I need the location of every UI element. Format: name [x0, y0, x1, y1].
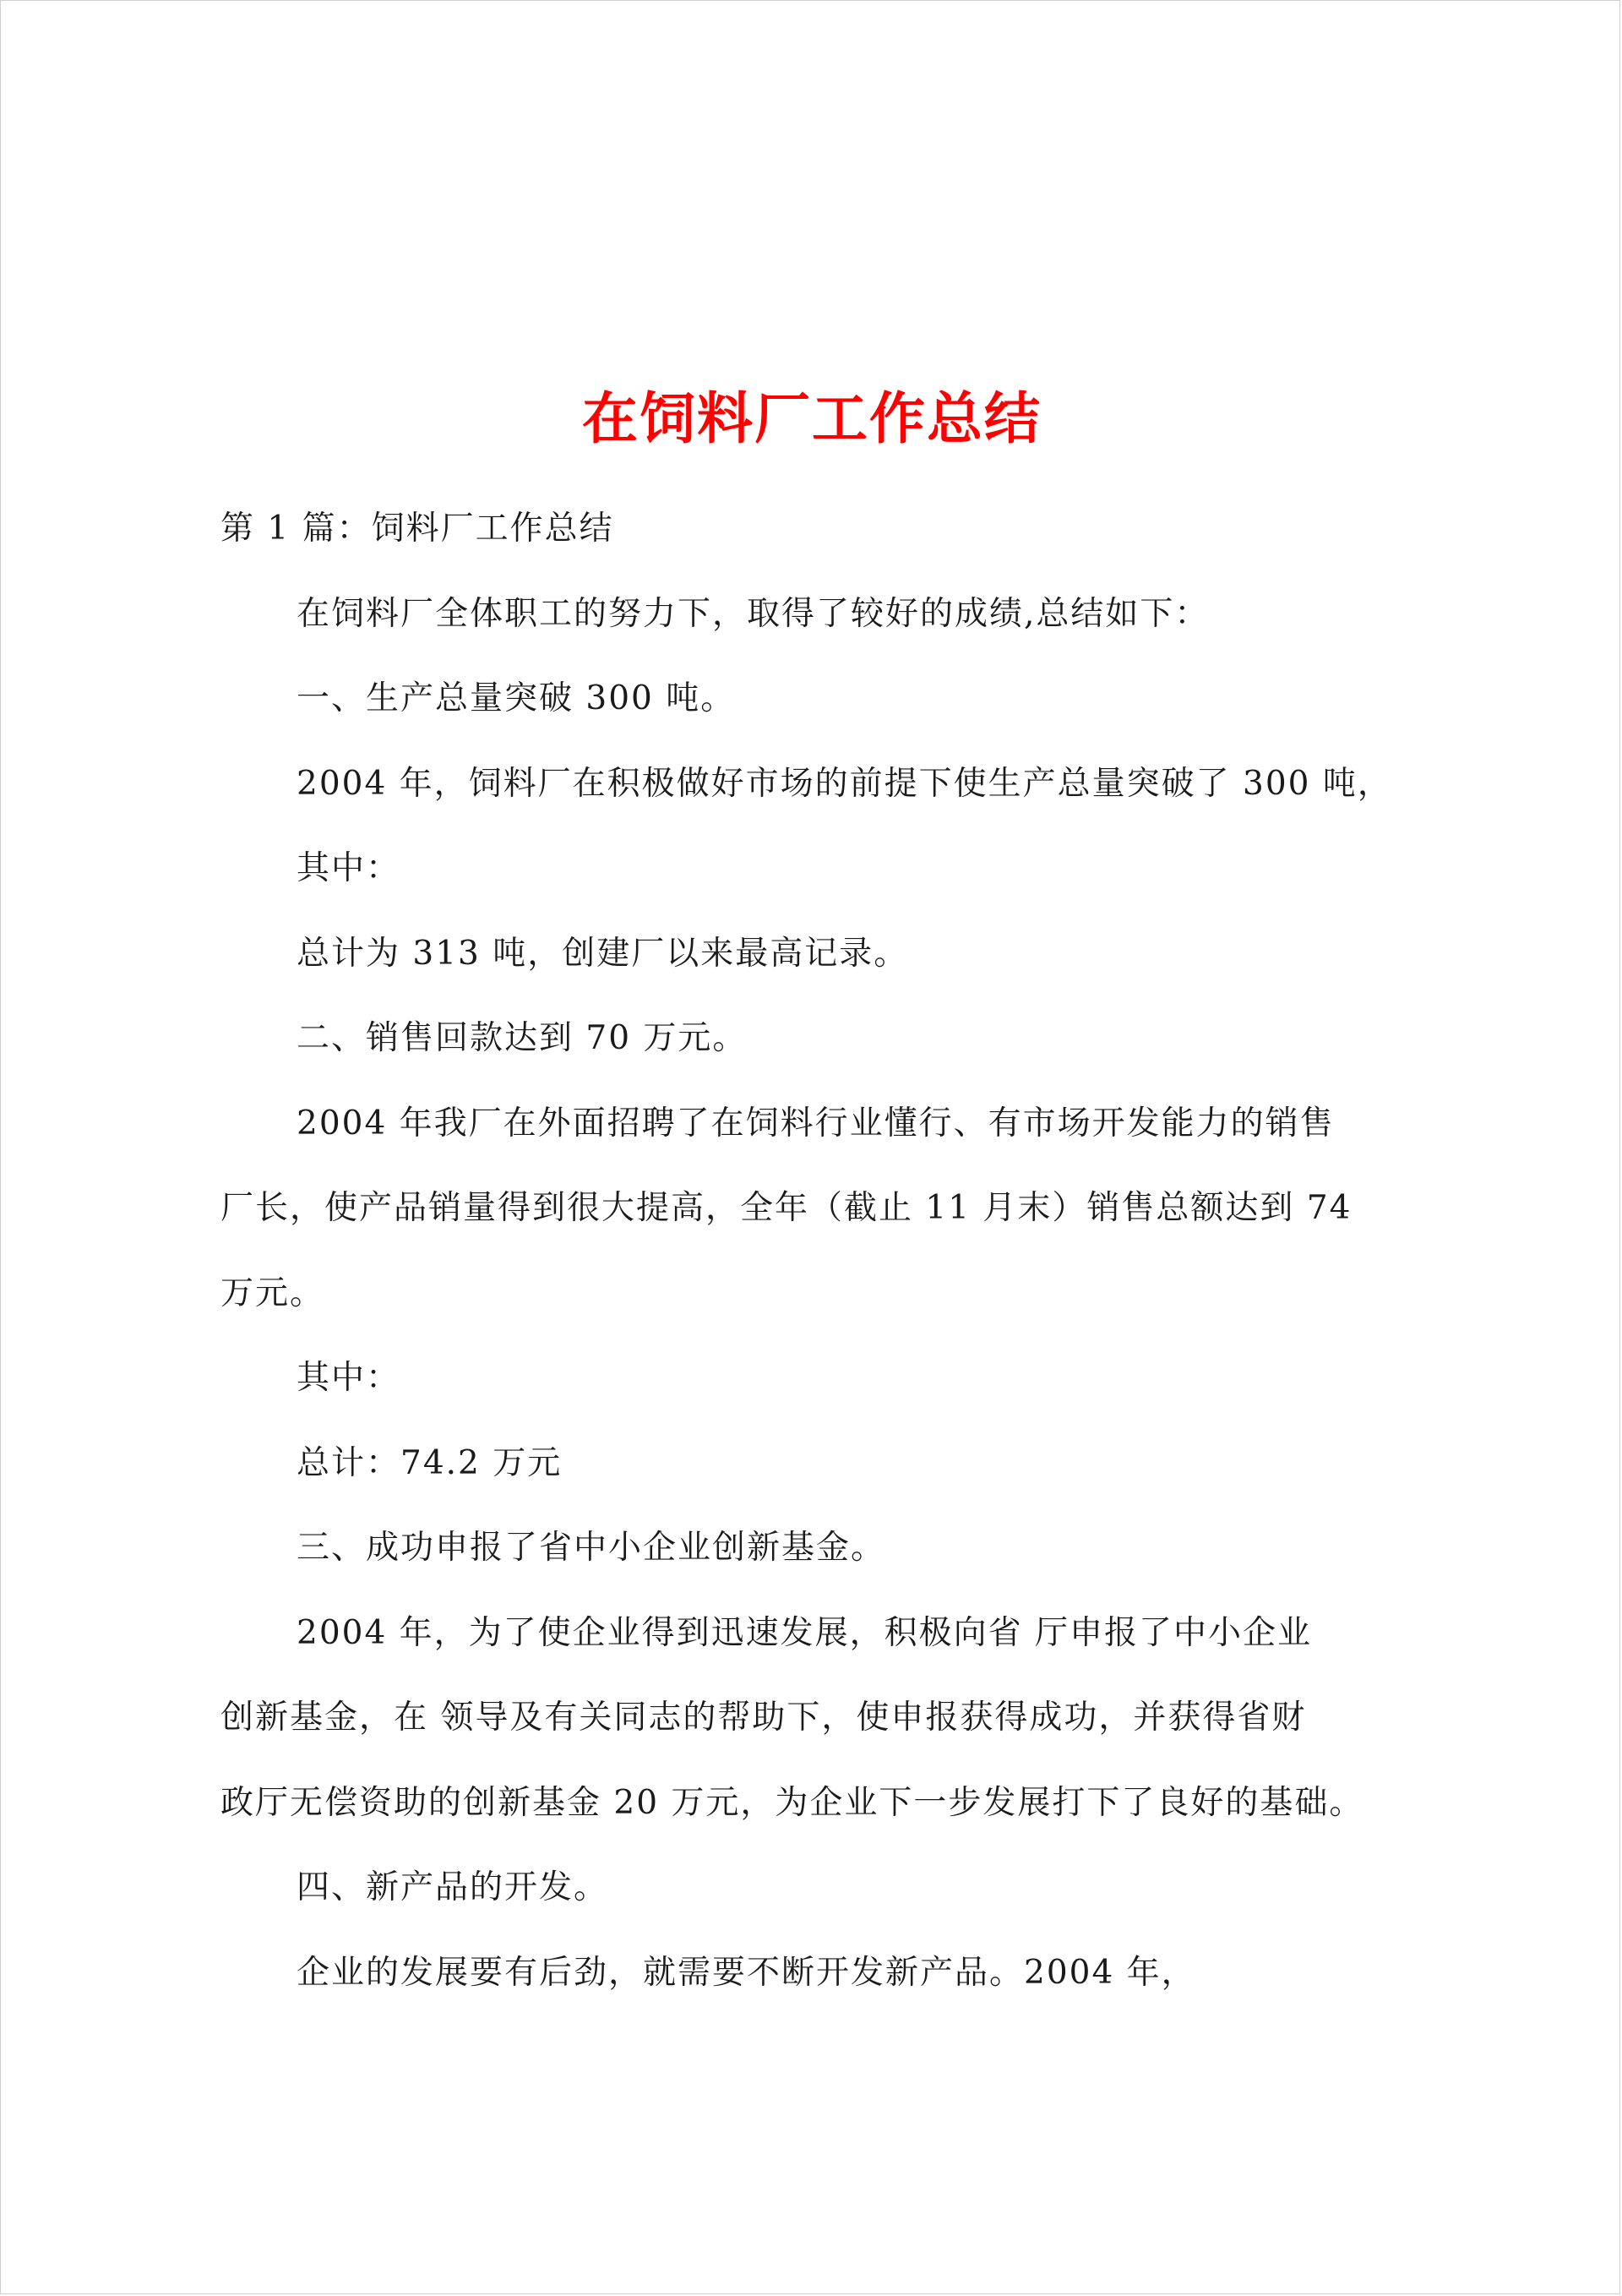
paragraph-line: 企业的发展要有后劲，就需要不断开发新产品。2004 年，: [297, 1953, 1196, 1992]
section-item-heading: 一、生产总量突破 300 吨。: [297, 679, 736, 717]
section-item-heading: 二、销售回款达到 70 万元。: [297, 1019, 748, 1057]
paragraph-line: 政厅无偿资助的创新基金 20 万元，为企业下一步发展打下了良好的基础。: [220, 1783, 1364, 1822]
document-body: [220, 487, 1420, 2015]
paragraph-line: 其中：: [297, 1359, 401, 1397]
paragraph-line: 创新基金，在 领导及有关同志的帮助下，使申报获得成功，并获得省财: [220, 1699, 1307, 1737]
section-item-heading: 四、新产品的开发。: [297, 1868, 609, 1906]
paragraph-line: 厂长，使产品销量得到很大提高，全年（截止 11 月末）销售总额达到 74: [220, 1189, 1353, 1227]
paragraph-line: 其中：: [297, 849, 401, 887]
document-title: 在饲料厂工作总结: [582, 385, 1042, 452]
paragraph-line: 总计为 313 吨，创建厂以来最高记录。: [297, 934, 909, 973]
paragraph-line: 总计：74.2 万元: [297, 1443, 563, 1482]
paragraph-line: 在饲料厂全体职工的努力下，取得了较好的成绩,总结如下：: [297, 594, 1210, 633]
paragraph-line: 2004 年我厂在外面招聘了在饲料行业懂行、有市场开发能力的销售: [297, 1104, 1335, 1143]
section-heading: 第 1 篇：饲料厂工作总结: [220, 510, 614, 548]
paragraph-line: 2004 年，饲料厂在积极做好市场的前提下使生产总量突破了 300 吨，: [297, 764, 1392, 803]
paragraph-line: 2004 年，为了使企业得到迅速发展，积极向省 厅申报了中小企业: [297, 1613, 1313, 1652]
paragraph-line: 万元。: [220, 1273, 325, 1312]
section-item-heading: 三、成功申报了省中小企业创新基金。: [297, 1529, 886, 1567]
